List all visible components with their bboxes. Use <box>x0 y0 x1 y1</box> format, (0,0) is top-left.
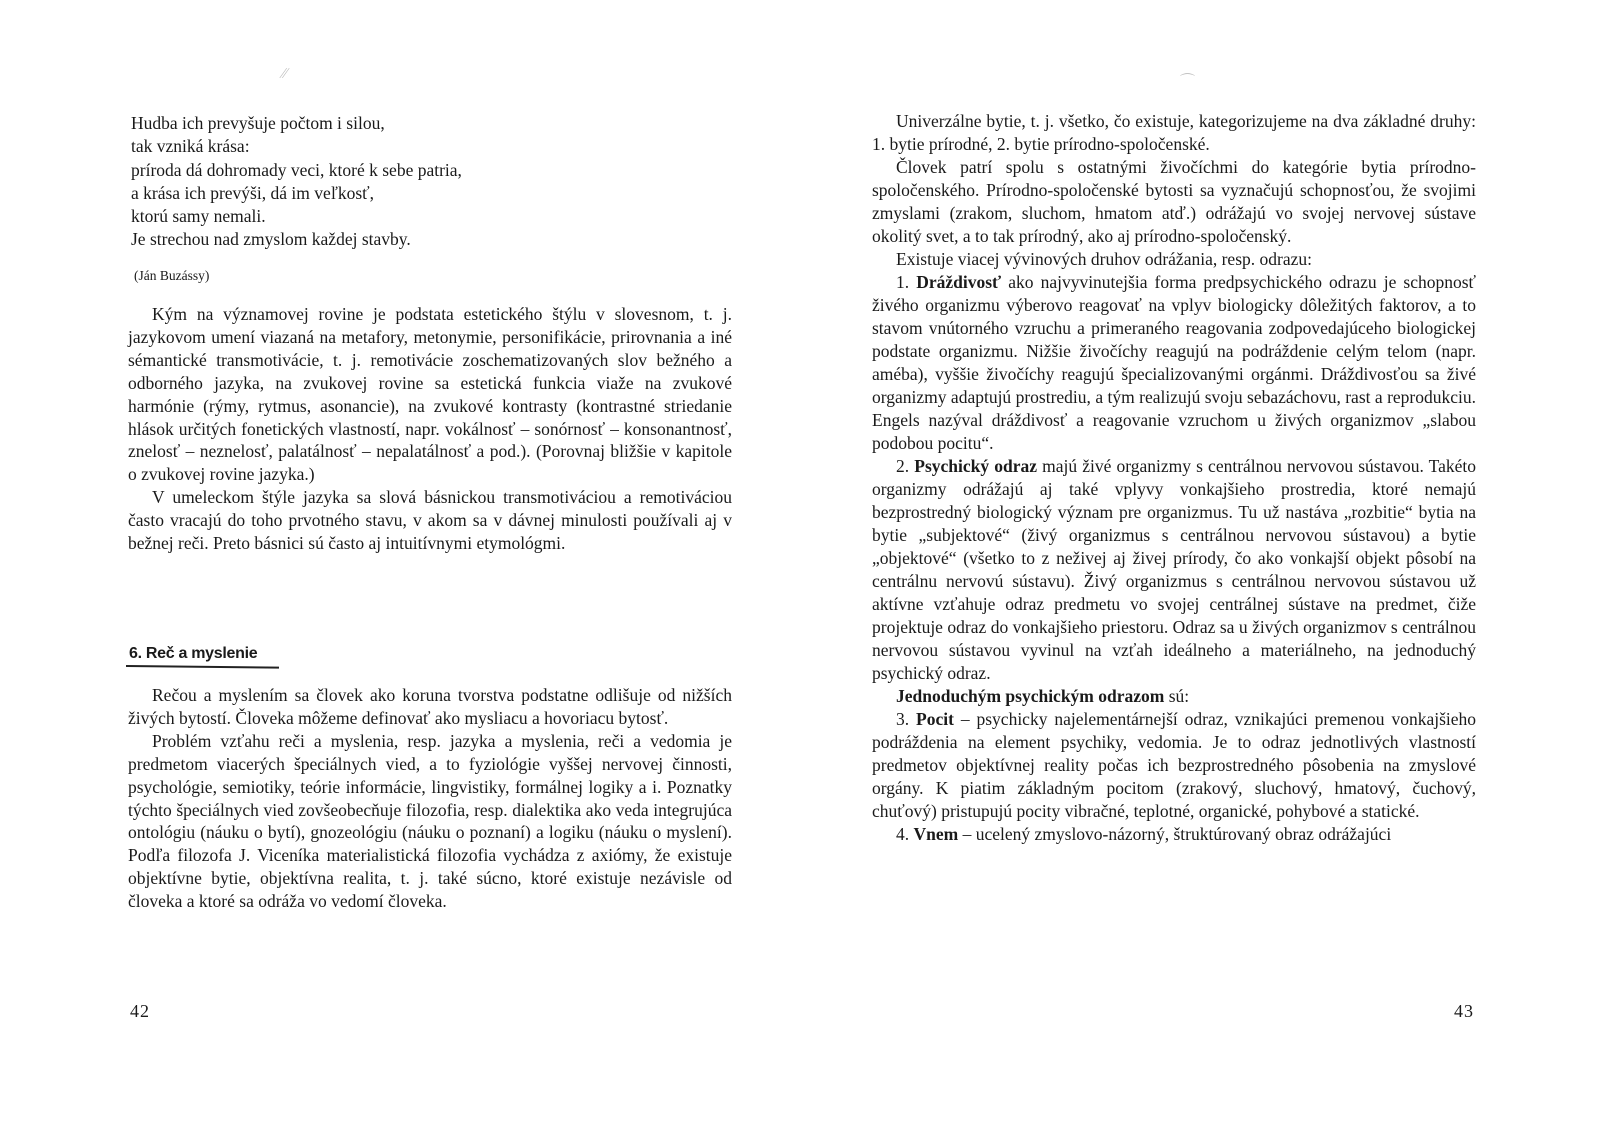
paragraph: Univerzálne bytie, t. j. všetko, čo existuje, kategorizujeme na dva základné druhy: 1. bytie prírodné, 2. bytie prírodno-spoločenské. <box>872 111 1476 154</box>
definition: sú: <box>1168 686 1190 706</box>
poem-line: Hudba ich prevyšuje počtom i silou, <box>131 113 385 133</box>
page-number: 43 <box>1454 1001 1474 1021</box>
term: Psychický odraz <box>914 456 1037 476</box>
paragraph: Kým na významovej rovine je podstata estetického štýlu v slovesnom, t. j. jazykovom umení viazaná na metafory, metonymie, personifikácie, prirovnania a iné sémantické transmotivácie, t. j. remotivácie zoschematizovaných slov bežného a odborného jazyka, na zvukovej rovine sa estetická funkcia viaže na zvukové harmónie (rýmy, rytmus, asonancie), na zvukové kontrasty (kontrastné striedanie hlások určitých fonetických vlastností, napr. vokálnosť – sonórnosť – konsonantnosť, znelosť – neznelosť, palatálnosť – nepalatálnosť a pod.). (Porovnaj bližšie v kapitole o zvukovej rovine jazyka.) <box>128 304 732 485</box>
definition: ako najvyvinutejšia forma predpsychického odrazu je schopnosť živého organizmu výberovo reagovať na vplyv biologicky dôležitých faktorov, a to stavom vnútorného vzruchu a primeraného reagovania zodpovedajúceho biologickej podstate organizmu. Nižšie živočíchy reagujú na podráždenie celým telom (napr. améba), vyššie živočíchy reagujú špecializovanými orgánmi. Dráždivosťou sa živé organizmy adaptujú prostrediu, a tým realizujú svoju sebazáchovu, rast a reprodukciu. Engels nazýval dráždivosť a reagovanie vzruchom u živých organizmov „slabou podobou pocitu“. <box>872 272 1477 453</box>
heading-underline <box>126 665 279 669</box>
paragraph: Rečou a myslením sa človek ako koruna tvorstva podstatne odlišuje od nižších živých bytostí. Človeka môžeme definovať ako mysliacu a hovoriacu bytosť. <box>128 685 732 728</box>
term: Jednoduchým psychickým odrazom <box>896 686 1165 706</box>
term: Pocit <box>916 709 954 729</box>
poem-line: Je strechou nad zmyslom každej stavby. <box>131 229 411 250</box>
poem-line: a krása ich prevýši, dá im veľkosť, <box>131 182 374 203</box>
pencil-mark: ∕∕ <box>282 66 288 82</box>
poem-attribution: (Ján Buzássy) <box>134 268 210 283</box>
page-number: 42 <box>130 1001 150 1021</box>
poem-line: ktorú samy nemali. <box>131 206 266 227</box>
paragraph: Problém vzťahu reči a myslenia, resp. jazyka a myslenia, reči a vedomia je predmetom viacerých špeciálnych vied, a to fyziológie vyššej nervovej činnosti, psychológie, semiotiky, teórie informácie, lingvistiky, formálnej logiky a i. Poznatky týchto špeciálnych vied zovšeobecňuje filozofia, resp. dialektika ako veda integrujúca ontológiu (náuku o bytí), gnozeológiu (náuku o poznaní) a logiku (náuku o myslení). Podľa filozofa J. Viceníka materialistická filozofia vychádza z axiómy, že existuje objektívne bytie, objektívna realita, t. j. také súcno, ktoré existuje nezávisle od človeka a ktoré sa odráža vo vedomí človeka. <box>128 730 732 912</box>
item-number: 2. <box>896 456 910 476</box>
paragraph <box>872 708 1476 823</box>
right-page <box>800 0 1600 1133</box>
term: Vnem <box>913 824 959 844</box>
pencil-mark: ⌒ <box>1180 74 1196 90</box>
text-block <box>128 684 732 913</box>
paragraph <box>872 685 1476 708</box>
text-block <box>872 110 1476 846</box>
item-number: 3. <box>896 709 910 729</box>
definition: – psychicky najelementárnejší odraz, vznikajúci premenou vonkajšieho podráždenia na element psychiky, vedomia. Je to odraz jednotlivých vlastností predmetov objektívnej reality počas ich bezprostredného pôsobenia na zmyslové orgány. K piatim základným pocitom (zrakový, sluchový, hmatový, čuchový, chuťový) pristupujú pocity vibračné, teplotné, organické, pohybové a statické. <box>872 709 1477 821</box>
poem-line: príroda dá dohromady veci, ktoré k sebe patria, <box>131 159 462 180</box>
paragraph: Človek patrí spolu s ostatnými živočíchmi do kategórie bytia prírodno-spoločenského. Prírodno-spoločenské bytosti sa vyznačujú schopnosťou, že svojimi zmyslami (zrakom, sluchom, hmatom atď.) odrážajú vo svojej nervovej sústave okolitý svet, a to tak prírodný, ako aj prírodno-spoločenský. <box>872 157 1476 246</box>
poem-line: tak vzniká krása: <box>131 136 250 157</box>
paragraph: Existuje viacej vývinových druhov odrážania, resp. odrazu: <box>896 249 1312 269</box>
paragraph <box>872 823 1476 846</box>
section-heading: 6. Reč a myslenie <box>129 645 258 662</box>
paragraph <box>872 271 1476 455</box>
paragraph: V umeleckom štýle jazyka sa slová básnickou transmotiváciou a remotiváciou často vracajú do toho prvotného stavu, v akom sa v dávnej minulosti používali aj v bežnej reči. Preto básnici sú často aj intuitívnymi etymológmi. <box>128 487 732 554</box>
text-block <box>128 303 732 555</box>
poem <box>131 112 691 252</box>
definition: majú živé organizmy s centrálnou nervovou sústavou. Takéto organizmy odrážajú aj také vplyvy vonkajšieho prostredia, ktoré nemajú bezprostredný biologický význam pre organizmus. Tu už nastáva „rozbitie“ bytia na bytie „subjektové“ (živý organizmus s centrálnou nervovou sústavou) a bytie „objektové“ (všetko to z neživej aj živej prírody, čo ako vonkajší objekt pôsobí na centrálnu nervovú sústavu). Živý organizmus s centrálnou nervovou sústavou už aktívne vzťahuje odraz predmetu vo svojej centrálnej sústave na predmet, čiže projektuje odraz do vonkajšieho priestoru. Odraz sa u živých organizmov s centrálnou nervovou sústavou vyvinul na vzťah ideálneho a materiálneho, na jednoduchý psychický odraz. <box>872 456 1477 683</box>
item-number: 4. <box>896 824 910 844</box>
term: Dráždivosť <box>916 272 1002 292</box>
item-number: 1. <box>896 272 910 292</box>
definition: – ucelený zmyslovo-názorný, štruktúrovaný obraz odrážajúci <box>962 824 1392 844</box>
paragraph <box>872 455 1476 685</box>
